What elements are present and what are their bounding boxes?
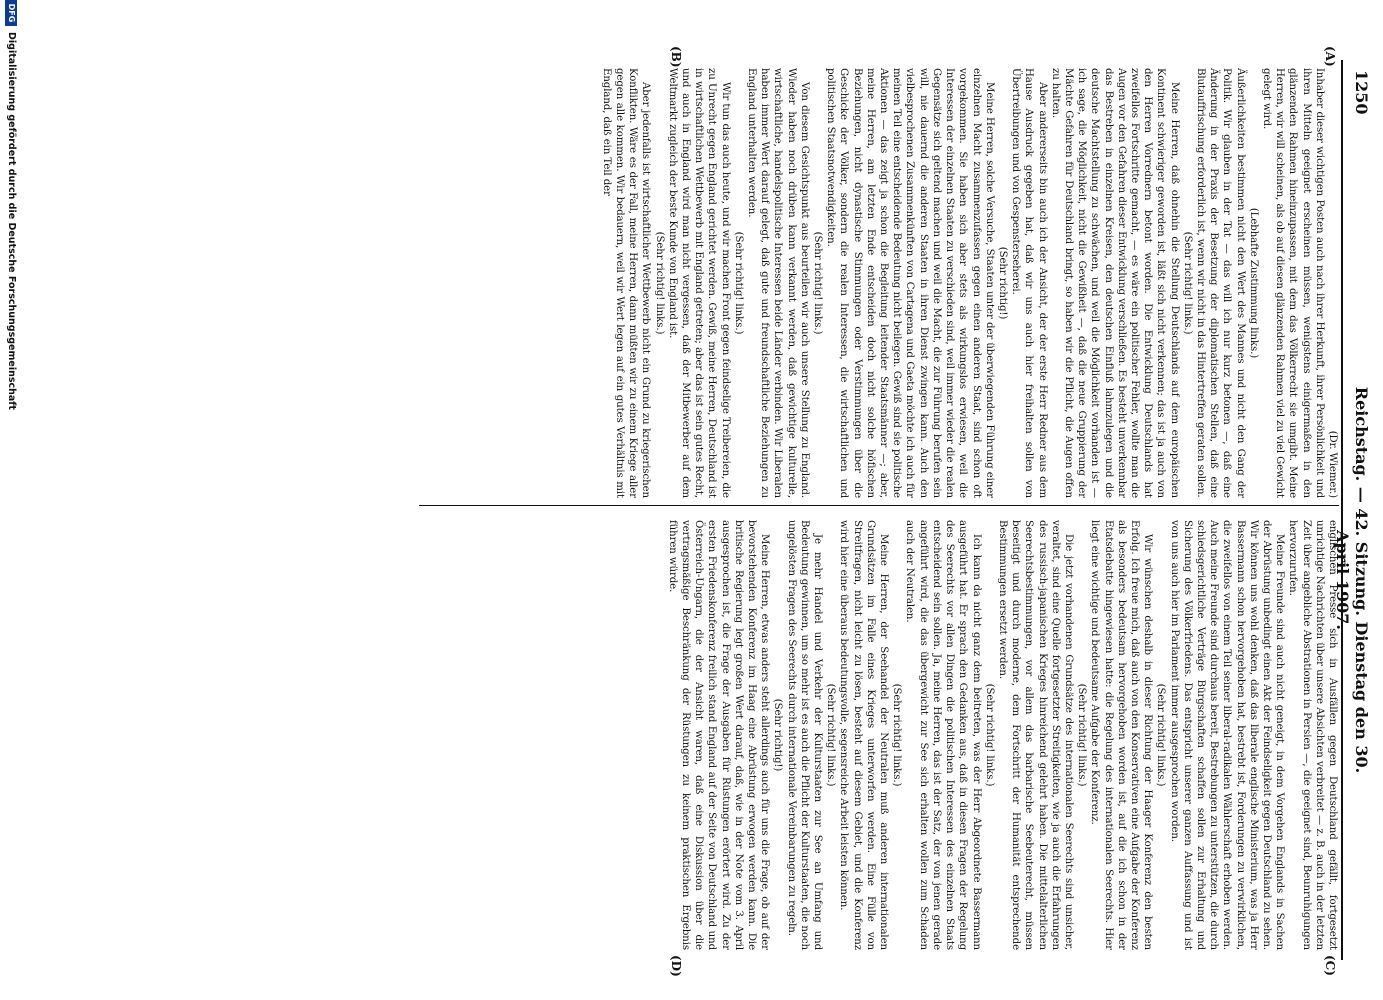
interjection: (Sehr richtig! links.) <box>825 683 837 787</box>
left-column <box>424 68 1339 498</box>
interjection: (Sehr richtig! links.) <box>812 231 824 335</box>
paragraph: Ich kann da nicht ganz dem beitreten, was der Herr Abgeordnete Bassermann ausgeführt hat. Er sprach den Gedanken aus, daß in diesen Fragen der Regelung des Seerechts vor allen Dingen die politischen Interessen des einzelnen Staats entscheidend sein sollen. Ja, meine Herren, das ist der Satz, der von jenen gerade angeführt wird, die das übergewicht zur See sich erhalten wollen zum Schaden auch der Neutralen. <box>904 520 982 950</box>
interjection: (Sehr richtig! links.) <box>983 683 995 787</box>
paragraph: Meine Herren, der Seehandel der Neutralen muß anderen internationalen Grundsätzen im Falle eines Krieges unterworfen werden. Eine Fülle von Streitfragen, nicht leicht zu lösen, besteht auf diesem Gebiet, und die Konferenz wird hier eine überaus bedeutungsvolle, segensreiche Arbeit leisten können. <box>838 520 890 950</box>
page-title: Reichstag. — 42. Sitzung. Dienstag den 30. April 1907. <box>1333 386 1371 774</box>
margin-marker-d: (D) <box>669 955 683 977</box>
interjection: (Sehr richtig! links.) <box>1181 231 1193 335</box>
paragraph: englischen Presse sich in Ausfällen gegen Deutschland gefällt, fortgesetzt unrichtige Nachrichten über unsere Absichten verbreitet — z. B. auch in der letzten Zeit über angebliche Abstrationen in Persien —, die geeignet sind, Beunruhigungen hervorzurufen. <box>1287 520 1338 950</box>
paragraph: Meine Herren, solche Versuche, Staaten unter der überwiegenden Führung einer einzelnen Macht zusammenzufassen gegen einen anderen Staat, sind schon oft vorgekommen. Sie haben sich aber stets als wirkungslos erwiesen, weil die Interessen der einzelnen Staaten zu verschieden sind, weil immer wieder die realen Gegensätze sich geltend machen und weil die Macht, die zur Führung berufen sein will, nie dauernd die anderen Staaten in ihren Dienst zwingen kann. Auch den vielbesprochenen Zusammenkünften von Cartagena und Gaeta möchte ich auch für meinen Teil eine entscheidende Bedeutung nicht beilegen. Gewiß sind sie politische Aktionen — das zeigt ja schon die Begleitung leitender Staatsmänner —; aber, meine Herren, am letzten Ende entscheiden doch nicht solche höfischen Beziehungen, nicht dynastische Stimmungen oder Verstimmungen über die Geschicke der Völker, sondern die realen Interessen, die wirtschaftlichen und politischen Staatsnotwendigkeiten. <box>825 68 995 498</box>
footer <box>3 0 17 1000</box>
interjection: (Sehr richtig!) <box>996 246 1008 320</box>
paragraph: (Dr. Wiemer.) <box>1327 430 1338 498</box>
paragraph: Meine Herren, etwas anders steht allerdings auch für uns die Frage, ob auf der bevorstehenden Konferenz im Haag eine Abrüstung erwogen werden kann. Die britische Regierung legt großen Wert darauf, daß, wie in der Note vom 3. April ausgesprochen ist, die Frage der Ausgaben für Rüstungen erörtert wird. Zu der ersten Friedenskonferenz freilich stand England auf der Seite von Deutschland und Österreich-Ungarn, die der Ansicht waren, daß eine Diskussion über die vertragsmäßige Beschränkung der Rüstungen zu keinem praktischen Ergebnis führen würde. <box>666 520 771 950</box>
paragraph: Äußerlichkeiten bestimmen nicht den Wert des Mannes und nicht den Gang der Politik. Wir glauben in der Tat — das will ich nur kurz betonen —, daß eine Änderung in der Praxis der Besetzung der diplomatischen Stellen, daß eine Blutauffrischung erforderlich ist, wenn wir nicht in das Hintertreffen geraten sollen. <box>1194 68 1246 498</box>
paragraph: Wir tun das auch heute, und wir machen Front gegen feindselige Treibereien, die zu Unrecht gegen England gerichtet werden. Gewiß, meine Herren, Deutschland ist in wirtschaftlichen Wettbewerb mit England getreten; aber das ist sein gutes Recht, und auch in England wird man nicht vergessen, daß der Mitbewerber auf dem Weltmarkt zugleich der beste Kunde von England ist. <box>666 68 731 498</box>
interjection: (Sehr richtig! links.) <box>1155 683 1167 787</box>
interjection: (Sehr richtig! links.) <box>891 683 903 787</box>
paragraph: Meine Freunde sind auch nicht geneigt, in dem Vorgehen Englands in Sachen der Abrüstung unbedingt einen Akt der Feindseligkeit gegen Deutschland zu sehen. Wir können uns wohl denken, daß das liberale englische Ministerium, was ja Herr Bassermann schon hervorgehoben hat, bestrebt ist, Forderungen zu verwirklichen, die zweifellos von einem Teil seiner liberal-radikalen Wählerschaft erhoben werden. Auch meine Freunde sind durchaus bereit, Bestrebungen zu unterstützen, die durch schiedsgerichtliche Verträge Bürgschaften schaffen sollen zur Erhaltung und Sicherung des Völkerfriedens. Das entspricht unserer ganzen Auffassung und ist von uns auch hier im Parlament immer ausgesprochen worden. <box>1168 520 1286 950</box>
paragraph: Meine Herren, daß ohnehin die Stellung Deutschlands auf dem europäischen Kontinent schwieriger geworden ist, läßt sich nicht verkennen; das ist ja auch von den Herren Vorrednern betont worden. Die Entwicklung Deutschlands hat zweifellos Fortschritte gemacht, — es wäre ein politischer Fehler, wollte man die Augen vor den Gefahren dieser Entwicklung verschließen. Es besteht unverkennbar das Bestreben in einzelnen Kreisen, den deutschen Einfluß lahmzulegen und die deutsche Machtstellung zu schwächen, und weil die Möglichkeit vorhanden ist — ich sage, die Möglichkeit, nicht die Gewißheit —, daß die neue Gruppierung der Mächte Gefahren für Deutschland bringt, so haben wir die Pflicht, die Augen offen zu halten. <box>1049 68 1180 498</box>
page-header <box>1333 70 1371 970</box>
margin-marker-c: (C) <box>1323 955 1337 976</box>
margin-marker-b: (B) <box>669 46 683 68</box>
paragraph: Aber andererseits bin auch ich der Ansicht, der der erste Herr Redner aus dem Hause Ausdruck gegeben hat, daß wir uns auch hier freihalten sollen von Übertreibungen und von Gespensterseherei. <box>1010 68 1048 498</box>
dfg-logo: DFG <box>5 0 17 26</box>
interjection: (Sehr richtig!) <box>772 698 784 772</box>
paragraph: Die jetzt vorhandenen Grundsätze des internationalen Seerechts sind unsicher, veraltet, sind eine Quelle fortgesetzter Streitigkeiten, wie ja auch die Erfahrungen des russisch-japanischen Krieges hinreichend gelehrt haben. Die mittelalterlichen Seerechtsbestimmungen, vor allem das barbarische Seebeuterecht, müssen beseitigt und durch moderne, dem Fortschritt der Humanität entsprechende Bestimmungen ersetzt werden. <box>996 520 1074 950</box>
interjection: (Lebhafte Zustimmung links.) <box>1247 207 1259 359</box>
interjection: (Sehr richtig! links.) <box>1076 683 1088 787</box>
margin-marker-a: (A) <box>1323 46 1337 67</box>
paragraph: Je mehr Handel und Verkehr der Kulturstaaten zur See an Umfang und Bedeutung gewinnen, um so mehr ist es auch die Pflicht der Kulturstaaten, die noch ungelösten Fragen des Seerechts durch internationale Vereinbarungen zu regeln. <box>785 520 824 950</box>
right-column <box>424 520 1339 950</box>
paragraph: Inhaber dieser wichtigen Posten auch nach ihrer Herkunft, ihrer Persönlichkeit und ihren Mitteln geeignet erscheinen müssen, wenigstens einigermaßen in den glänzenden Rahmen hineinzupassen, mit dem das Völkerrecht sie umgibt. Meine Herren, wir will scheinen, als ob auf diesen glänzenden Rahmen viel zu viel Gewicht gelegt wird. <box>1260 68 1325 498</box>
interjection: (Sehr richtig! links.) <box>732 231 744 335</box>
paragraph: Aber jedenfalls ist wirtschaftlicher Wettbewerb nicht ein Grund zu kriegerischen Konflikten. Wäre es der Fall, meine Herren, dann müßten wir zu einem Kriege aller gegen alle kommen. Wir bedauern, weil wir Wert legen auf ein gutes Verhältnis mit England, daß ein Teil der <box>600 68 652 498</box>
interjection: (Sehr richtig! links.) <box>653 231 665 335</box>
column-divider <box>419 505 1339 506</box>
page-number: 1250 <box>1352 70 1371 115</box>
paragraph: Von diesem Gesichtspunkt aus beurteilen wir auch unsere Stellung zu England. Wieder haben noch drüben kann verkannt werden, daß gewichtige kulturelle, wirtschaftliche, handelspolitische Interessen beide Länder verbinden. Wir Liberalen haben immer Wert darauf gelegt, daß gute und freundschaftliche Beziehungen zu England unterhalten werden. <box>746 68 810 498</box>
header-rule <box>1341 60 1343 960</box>
digitization-credit: Digitalisierung gefördert durch die Deutsche Forschungsgemeinschaft <box>6 32 17 410</box>
paragraph: Wir wünschen deshalb in dieser Richtung der Haager Konferenz den besten Erfolg. Ich freue mich, daß auch von den Konservativen eine Aufgabe der Konferenz als besonders bedeutsam hervorgehoben worden ist, auf die ich schon in der Etatsdebatte hingewiesen hatte: die Regelung des internationalen Seerechts. Hier liegt eine wichtige und bedeutsame Aufgabe der Konferenz. <box>1089 520 1154 950</box>
